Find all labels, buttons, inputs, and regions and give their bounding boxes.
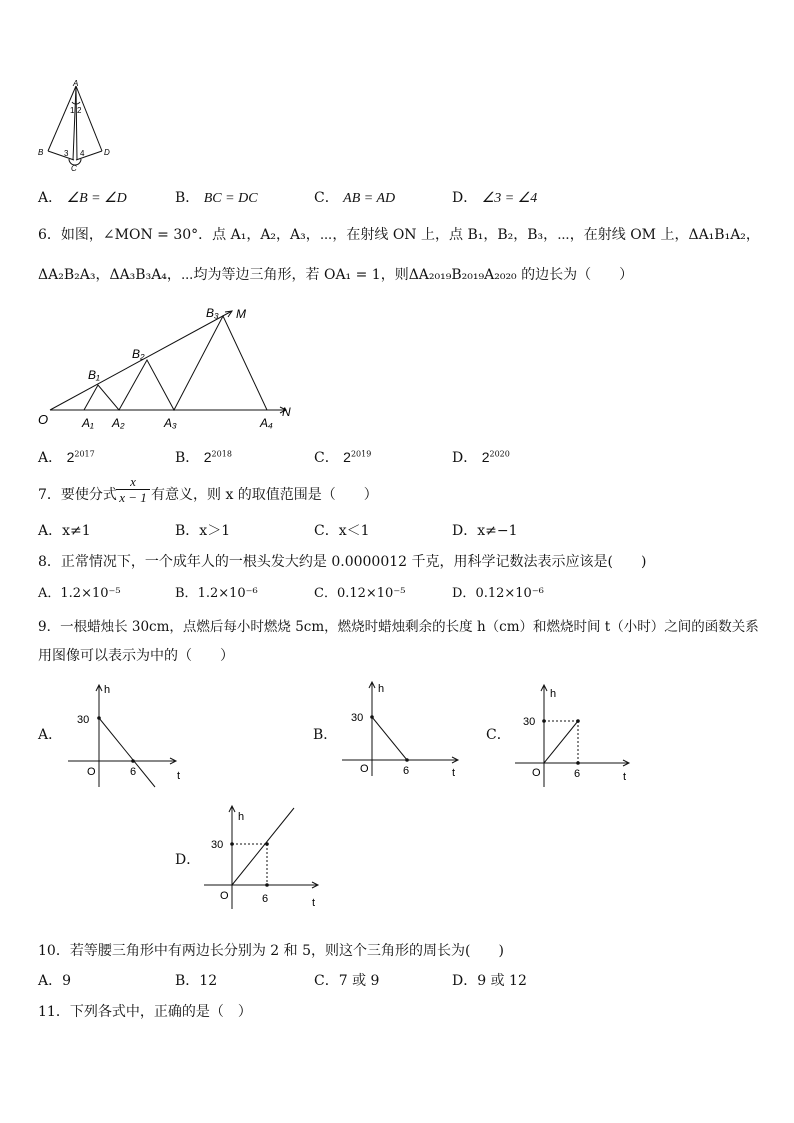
option-letter: B． <box>175 190 200 206</box>
q8-option-d <box>452 582 544 601</box>
q5-label-1: 1 <box>70 106 75 115</box>
graph-label-30: 30 <box>77 714 90 726</box>
option-letter: C． <box>314 450 339 466</box>
option-letter: C． <box>314 190 339 206</box>
q5-option-a <box>38 187 127 207</box>
q5-option-b <box>175 187 258 207</box>
q6-question-line1: 6．如图，∠MON = 30°．点 A₁，A₂，A₃，⋯，在射线 ON 上，点 B₁，B₂，B₃，⋯，在射线 OM 上，ΔA₁B₁A₂， <box>38 227 760 243</box>
q6-label-o: O <box>38 412 49 427</box>
q9-graph-a <box>66 683 196 793</box>
q5-label-c: C <box>71 164 77 173</box>
q10-option-b <box>175 970 217 990</box>
q6-label-b1: B₁ <box>88 368 100 382</box>
option-text: x＜1 <box>338 523 370 539</box>
graph-label-h: h <box>238 811 245 823</box>
q9-option-a-label: A． <box>38 727 63 743</box>
q6-figure <box>36 302 306 432</box>
option-letter: B． <box>175 450 200 466</box>
option-letter: B． <box>175 586 198 601</box>
graph-label-h: h <box>550 688 557 700</box>
q9-graph-d <box>202 804 332 914</box>
option-exponent: 2018 <box>211 449 232 459</box>
q5-option-d <box>452 187 537 207</box>
option-text: 1.2×10⁻⁵ <box>60 586 121 601</box>
option-letter: A． <box>38 973 63 989</box>
option-letter: D． <box>452 586 476 601</box>
q5-label-a: A <box>73 79 79 88</box>
q6-label-m: M <box>236 307 246 321</box>
option-exponent: 2020 <box>489 449 510 459</box>
q5-label-b: B <box>38 148 44 157</box>
q6-option-d <box>452 447 510 467</box>
option-base: 2 <box>343 449 351 465</box>
option-base: 2 <box>203 449 212 465</box>
option-text: 0.12×10⁻⁵ <box>336 586 406 601</box>
graph-label-o: O <box>87 766 96 778</box>
q9-option-d-label: D． <box>175 852 201 868</box>
option-letter: B． <box>175 523 200 539</box>
option-letter: D． <box>452 973 478 989</box>
q7-option-c <box>314 520 370 540</box>
option-exponent: 2019 <box>350 449 372 459</box>
q9-graph-b <box>340 680 470 780</box>
q6-option-a <box>38 447 95 467</box>
q5-label-d: D <box>104 148 110 157</box>
option-text: 9 <box>62 973 72 989</box>
option-text: 1.2×10⁻⁶ <box>197 586 258 601</box>
q6-option-b <box>175 447 232 467</box>
q5-label-3: 3 <box>64 149 69 158</box>
option-text: BC = DC <box>203 191 258 206</box>
graph-label-o: O <box>360 763 369 775</box>
graph-label-o: O <box>532 767 541 779</box>
option-text: x≠−1 <box>477 523 518 539</box>
q7-numerator: x <box>130 474 136 489</box>
q6-label-a3: A₃ <box>164 416 177 430</box>
option-text: 9 或 12 <box>477 973 527 989</box>
graph-label-t: t <box>452 767 456 779</box>
q6-option-c <box>314 447 371 467</box>
graph-label-30: 30 <box>351 712 364 724</box>
q5-option-c <box>314 187 395 207</box>
q5-label-4: 4 <box>80 149 85 158</box>
q7-option-d <box>452 520 518 540</box>
option-letter: D． <box>452 450 478 466</box>
option-text: 7 或 9 <box>338 973 380 989</box>
q8-option-c <box>314 582 405 601</box>
q6-question-line2: ΔA₂B₂A₃，ΔA₃B₃A₄，⋯均为等边三角形，若 OA₁ = 1，则ΔA₂₀₁₉B₂₀₁₉A₂₀₂₀ 的边长为（ ） <box>38 267 634 283</box>
q8-option-a <box>38 582 121 601</box>
option-letter: D． <box>452 523 478 539</box>
graph-label-t: t <box>312 897 316 909</box>
graph-label-o: O <box>220 890 229 902</box>
graph-label-6: 6 <box>130 766 137 778</box>
q6-label-n: N <box>282 405 291 419</box>
q10-option-d <box>452 970 527 990</box>
option-text: x≠1 <box>62 523 91 539</box>
q9-option-b-label: B． <box>313 727 338 743</box>
option-text: ∠B = ∠D <box>66 191 127 206</box>
q10-option-c <box>314 970 379 990</box>
option-text: 0.12×10⁻⁶ <box>475 586 544 601</box>
option-base: 2 <box>481 449 490 465</box>
option-letter: C． <box>314 586 337 601</box>
option-text: ∠3 = ∠4 <box>481 191 538 206</box>
q8-question: 8．正常情况下，一个成年人的一根头发大约是 0.0000012 千克，用科学记数法表示应该是( ) <box>38 554 647 570</box>
q10-option-a <box>38 970 71 990</box>
option-text: AB = AD <box>343 191 396 206</box>
graph-label-30: 30 <box>523 716 536 728</box>
option-text: x＞1 <box>199 523 231 539</box>
graph-label-h: h <box>378 683 385 695</box>
q7-option-a <box>38 520 91 540</box>
q7-suffix: 有意义，则 x 的取值范围是（ ） <box>151 487 378 503</box>
option-letter: B． <box>175 973 200 989</box>
q7-option-b <box>175 520 230 540</box>
q6-label-b2: B₂ <box>132 347 145 361</box>
option-text: 12 <box>199 973 218 989</box>
graph-label-6: 6 <box>262 893 269 905</box>
option-letter: C． <box>314 973 339 989</box>
q9-option-c-label: C． <box>486 727 511 743</box>
option-letter: A． <box>38 190 63 206</box>
option-letter: A． <box>38 586 61 601</box>
q9-question-line2: 用图像可以表示为中的（ ） <box>38 648 234 664</box>
graph-label-h: h <box>104 684 111 696</box>
option-letter: A． <box>38 523 63 539</box>
q11-question: 11．下列各式中，正确的是（ ） <box>38 1004 252 1020</box>
q6-label-a1: A₁ <box>82 416 94 430</box>
q10-question: 10．若等腰三角形中有两边长分别为 2 和 5，则这个三角形的周长为( ) <box>38 943 504 959</box>
q6-label-a2: A₂ <box>112 416 125 430</box>
graph-label-t: t <box>623 771 627 783</box>
q5-figure <box>36 80 116 175</box>
q9-graph-c <box>513 683 643 793</box>
q7-prefix: 7．要使分式 <box>38 487 117 503</box>
option-exponent: 2017 <box>74 449 95 459</box>
q5-label-2: 2 <box>77 106 82 115</box>
option-base: 2 <box>66 449 75 465</box>
option-letter: D． <box>452 190 478 206</box>
q7-fraction <box>116 474 150 505</box>
q9-question-line1: 9．一根蜡烛长 30cm，点燃后每小时燃烧 5cm，燃烧时蜡烛剩余的长度 h（cm）和燃烧时间 t（小时）之间的函数关系 <box>38 619 759 635</box>
q6-label-a4: A₄ <box>260 416 273 430</box>
q8-option-b <box>175 582 258 601</box>
option-letter: A． <box>38 450 63 466</box>
q6-label-b3: B₃ <box>206 306 219 320</box>
q7-denominator: x − 1 <box>119 490 147 505</box>
graph-label-30: 30 <box>211 839 224 851</box>
graph-label-t: t <box>177 770 181 782</box>
graph-label-6: 6 <box>574 768 581 780</box>
option-letter: C． <box>314 523 339 539</box>
graph-label-6: 6 <box>403 765 410 777</box>
